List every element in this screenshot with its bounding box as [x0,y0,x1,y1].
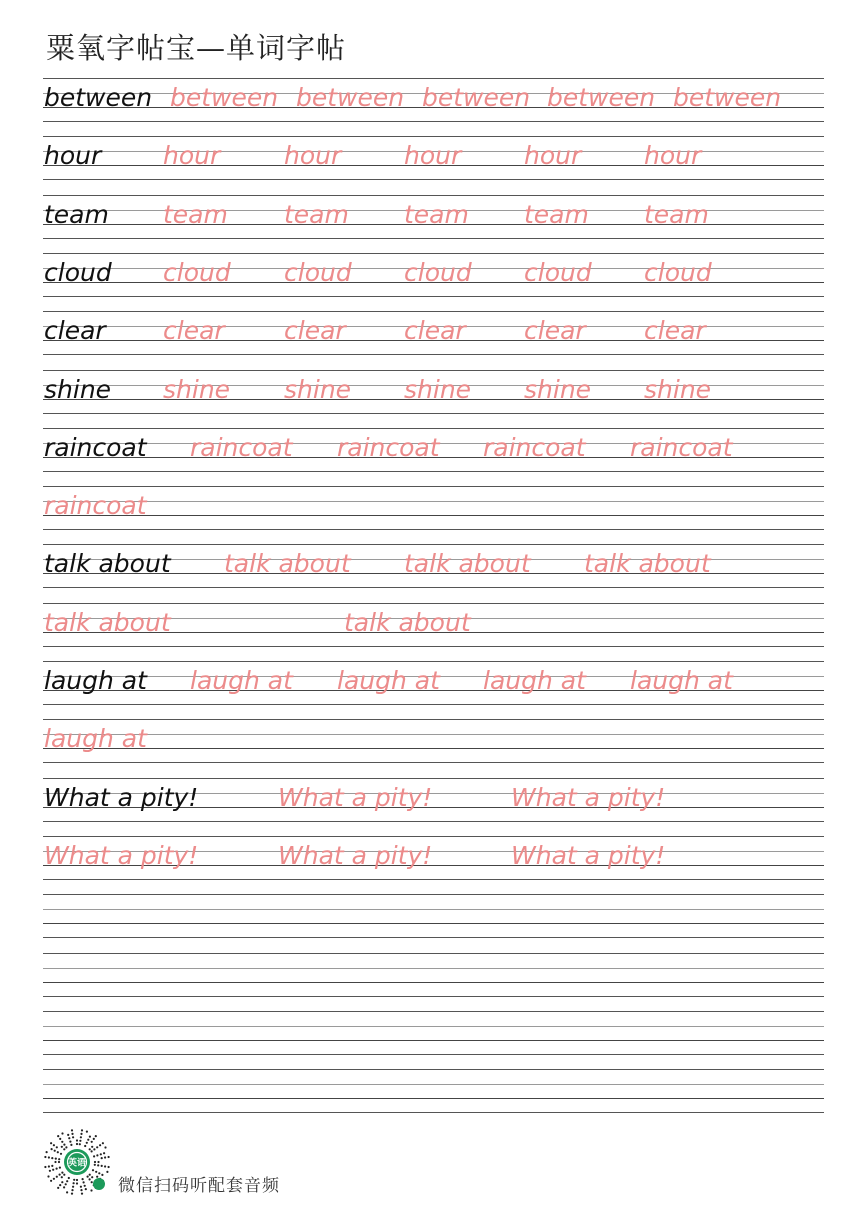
guide-line [43,413,824,414]
model-word: talk about [44,549,171,579]
guide-line [43,1054,824,1055]
guide-line [43,238,824,239]
trace-word: raincoat [630,432,733,462]
trace-word: hour [524,141,582,171]
guide-line [43,734,824,735]
trace-word: clear [524,316,586,346]
guide-line [43,879,824,880]
guide-line [43,1112,824,1113]
trace-word: hour [284,141,342,171]
trace-word: laugh at [337,666,440,695]
trace-word: cloud [163,257,231,287]
model-word: raincoat [44,432,147,462]
guide-line [43,894,824,895]
trace-word: shine [404,374,472,404]
trace-word: cloud [524,257,592,287]
guide-line [43,195,824,196]
trace-word: team [284,199,349,229]
guide-line [43,953,824,954]
model-word: laugh at [44,666,147,695]
guide-line [43,1069,824,1070]
guide-line [43,121,824,122]
model-word: between [44,83,153,112]
trace-word: clear [284,316,346,346]
guide-line [43,296,824,297]
guide-line [43,253,824,254]
trace-word: hour [163,141,221,171]
trace-word: clear [404,316,466,346]
trace-word: hour [644,141,702,171]
trace-word: clear [644,316,706,346]
guide-line [43,515,824,516]
trace-word: between [422,83,531,112]
trace-word: talk about [344,607,471,637]
model-word: clear [44,316,106,346]
guide-line [43,982,824,983]
trace-word: What a pity! [278,782,433,812]
trace-word: laugh at [44,724,147,754]
guide-line [43,544,824,545]
guide-line [43,354,824,355]
trace-word: laugh at [630,666,733,695]
guide-line [43,1098,824,1099]
trace-word: raincoat [337,432,440,462]
trace-word: talk about [44,607,171,637]
trace-word: What a pity! [44,840,199,870]
guide-line [43,996,824,997]
guide-line [43,587,824,588]
guide-line [43,704,824,705]
trace-word: cloud [644,257,712,287]
guide-line [43,370,824,371]
guide-line [43,719,824,720]
guide-line [43,471,824,472]
trace-word: between [170,83,279,112]
guide-line [43,1026,824,1027]
guide-line [43,923,824,924]
trace-word: raincoat [44,491,147,521]
guide-line [43,311,824,312]
guide-line [43,661,824,662]
trace-word: team [404,199,469,229]
page-title: 粟氧字帖宝—单词字帖 [46,31,347,65]
guide-line [43,136,824,137]
guide-line [43,78,824,79]
trace-word: team [524,199,589,229]
model-word: team [44,199,109,229]
badge-text: 英语 [67,1158,87,1169]
trace-word: between [296,83,405,112]
guide-line [43,778,824,779]
guide-line [43,1040,824,1041]
guide-line [43,179,824,180]
trace-word: shine [644,374,712,404]
guide-line [43,968,824,969]
trace-word: team [644,199,709,229]
guide-line [43,646,824,647]
guide-line [43,909,824,910]
guide-line [43,937,824,938]
trace-word: between [547,83,656,112]
trace-word: laugh at [190,666,293,695]
guide-line [43,529,824,530]
trace-word: shine [284,374,352,404]
model-word: hour [44,141,102,171]
trace-word: What a pity! [278,840,433,870]
model-word: shine [44,374,112,404]
trace-word: clear [163,316,225,346]
trace-word: raincoat [190,432,293,462]
guide-line [43,1011,824,1012]
guide-line [43,501,824,502]
trace-word: What a pity! [511,782,666,812]
trace-word: talk about [584,549,711,579]
trace-word: shine [524,374,592,404]
guide-line [43,748,824,749]
trace-word: team [163,199,228,229]
guide-line [43,762,824,763]
trace-word: laugh at [483,666,586,695]
guide-line [43,1084,824,1085]
footer-caption: 微信扫码听配套音频 [118,1176,280,1196]
model-word: cloud [44,257,112,287]
trace-word: between [673,83,782,112]
trace-word: cloud [284,257,352,287]
guide-line [43,821,824,822]
trace-word: talk about [404,549,531,579]
model-word: What a pity! [44,782,199,812]
guide-line [43,486,824,487]
guide-line [43,836,824,837]
trace-word: raincoat [483,432,586,462]
trace-word: talk about [224,549,351,579]
trace-word: cloud [404,257,472,287]
trace-word: What a pity! [511,840,666,870]
guide-line [43,603,824,604]
guide-line [43,428,824,429]
trace-word: shine [163,374,231,404]
qr-code-icon [42,1127,112,1197]
trace-word: hour [404,141,462,171]
